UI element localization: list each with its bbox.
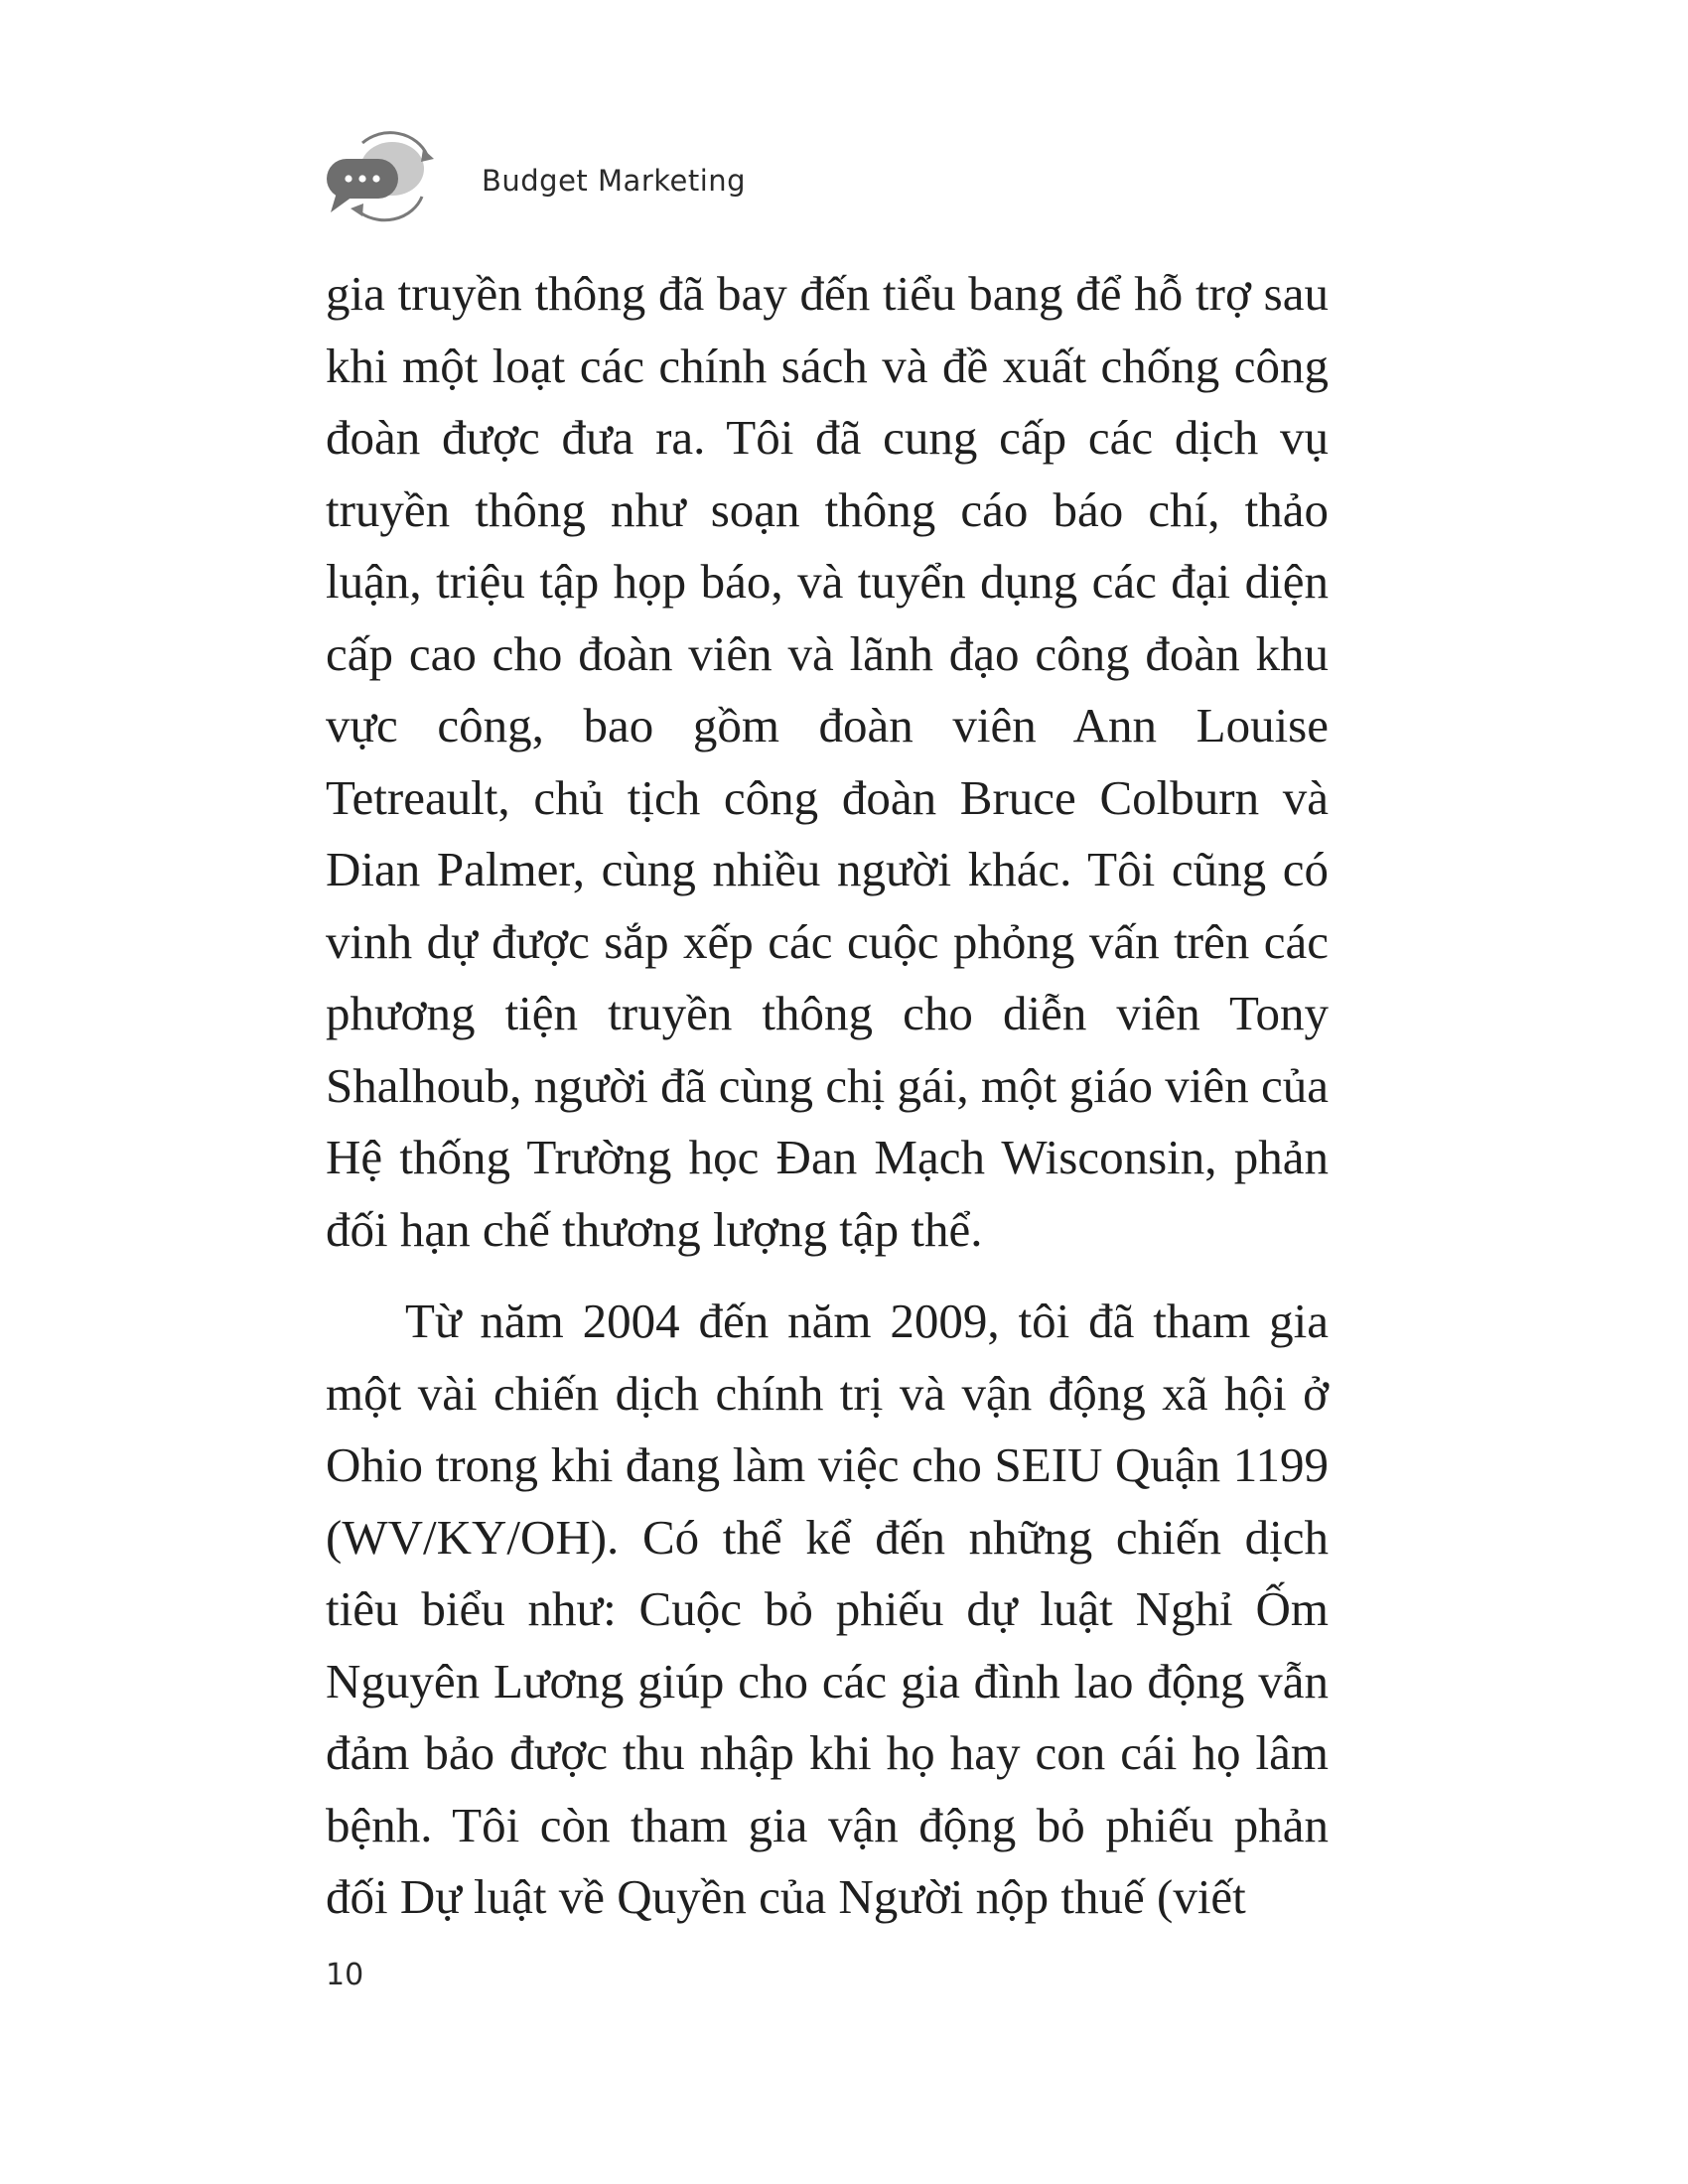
paragraph: Từ năm 2004 đến năm 2009, tôi đã tham gia một vài chiến dịch chính trị và vận động xã hội ở Ohio trong khi đang làm việc cho SEIU Quận 1199 (WV/KY/OH). Có thể kể đến những chiến dịch tiêu biểu như: Cuộc bỏ phiếu dự luật Nghỉ Ốm Nguyên Lương giúp cho các gia đình lao động vẫn đảm bảo được thu nhập khi họ hay con cái họ lâm bệnh. Tôi còn tham gia vận động bỏ phiếu phản đối Dự luật về Quyền của Người nộp thuế (viết <box>326 1294 1329 1924</box>
paragraph: gia truyền thông đã bay đến tiểu bang để hỗ trợ sau khi một loạt các chính sách và đề xuất chống công đoàn được đưa ra. Tôi đã cung cấp các dịch vụ truyền thông như soạn thông cáo báo chí, thảo luận, triệu tập họp báo, và tuyển dụng các đại diện cấp cao cho đoàn viên và lãnh đạo công đoàn khu vực công, bao gồm đoàn viên Ann Louise Tetreault, chủ tịch công đoàn Bruce Colburn và Dian Palmer, cùng nhiều người khác. Tôi cũng có vinh dự được sắp xếp các cuộc phỏng vấn trên các phương tiện truyền thông cho diễn viên Tony Shalhoub, người đã cùng chị gái, một giáo viên của Hệ thống Trường học Đan Mạch Wisconsin, phản đối hạn chế thương lượng tập thể. <box>326 266 1329 1257</box>
running-header <box>323 121 746 240</box>
page-number: 10 <box>326 1958 364 1992</box>
speech-bubble-cycle-icon <box>323 129 437 233</box>
book-title: Budget Marketing <box>482 164 747 198</box>
body-text <box>326 258 1329 1934</box>
